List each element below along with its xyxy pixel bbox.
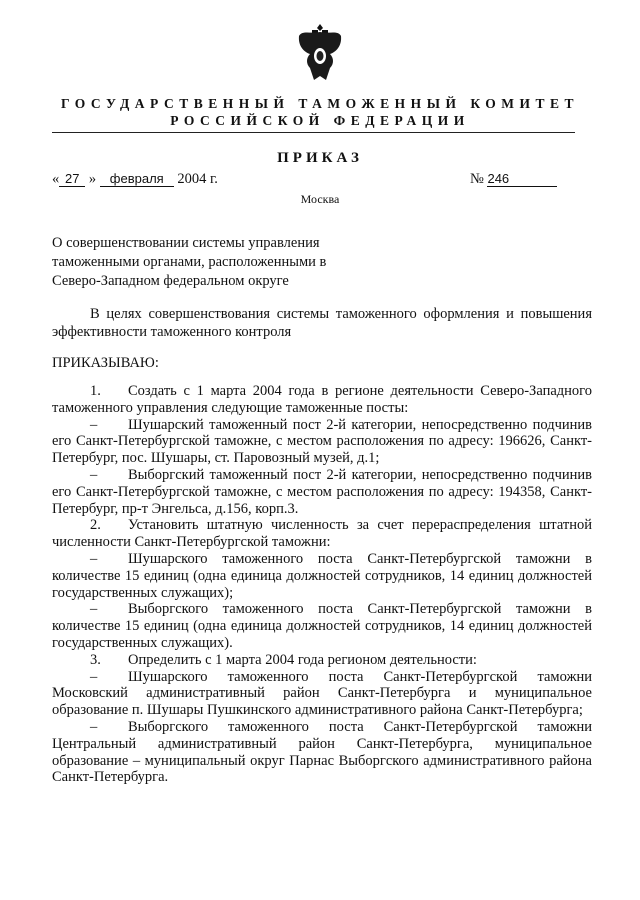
order-paragraph [52, 719, 592, 786]
header-divider [52, 132, 575, 133]
document-type: ПРИКАЗ [277, 150, 363, 166]
paragraph-marker: – [90, 668, 98, 685]
paragraph-marker: 1. [90, 383, 101, 399]
coat-of-arms-emblem [296, 22, 344, 84]
order-paragraph [52, 551, 592, 601]
document-date: « 27 » февраля 2004 г. [52, 171, 218, 187]
order-body [52, 383, 592, 786]
document-city: Москва [300, 192, 340, 206]
paragraph-text: Определить с 1 марта 2004 года регионом деятельности: [128, 651, 477, 668]
document-number: № 246 [470, 171, 557, 188]
document-content [52, 234, 592, 786]
order-word: ПРИКАЗЫВАЮ: [52, 355, 159, 371]
preamble: В целях совершенствования системы таможенного оформления и повышения эффективности таможенного контроля [52, 306, 592, 340]
paragraph-text: Создать с 1 марта 2004 года в регионе деятельности Северо-Западного таможенного управления следующие таможенные посты: [52, 383, 592, 416]
order-paragraph [52, 601, 592, 651]
order-paragraph [52, 383, 592, 417]
order-paragraph [52, 652, 592, 669]
paragraph-text: Выборгский таможенный пост 2-й категории, непосредственно подчинив его Санкт-Петербургской таможне, с местом расположения по адресу: 194358, Санкт-Петербург, пр-т Энгельса, д.156, корп.3. [52, 466, 592, 517]
order-paragraph [52, 517, 592, 551]
paragraph-text: Установить штатную численность за счет перераспределения штатной численности Санкт-Петербургской таможни: [52, 517, 592, 551]
document-subject: О совершенствовании системы управления таможенными органами, расположенными в Северо-Западном федеральном округе [52, 235, 327, 289]
date-month: февраля [100, 172, 174, 187]
paragraph-text: Шушарского таможенного поста Санкт-Петербургской таможни Московский административный район Санкт-Петербурга и муниципальное образование п. Шушары Пушкинского административного района Санкт-Петербурга; [52, 668, 592, 719]
date-year: 2004 г. [177, 171, 218, 187]
paragraph-text: Шушарского таможенного поста Санкт-Петербургской таможни в количестве 15 единиц (одна единица должностей сотрудников, 14 единиц должностей государственных служащих); [52, 550, 592, 601]
paragraph-marker: 2. [90, 517, 101, 534]
paragraph-marker: – [90, 416, 98, 433]
paragraph-text: Выборгского таможенного поста Санкт-Петербургской таможни Центральный административный район Санкт-Петербурга, муниципальное образование – муниципальный округ Парнас Выборгского административного района Санкт-Петербурга. [52, 718, 592, 786]
paragraph-text: Выборгского таможенного поста Санкт-Петербургской таможни в количестве 15 единиц (одна единица должностей сотрудников, 14 единиц должностей государственных служащих). [52, 601, 592, 651]
agency-name-line2: РОССИЙСКОЙ ФЕДЕРАЦИИ [170, 113, 470, 128]
order-paragraph [52, 467, 592, 517]
agency-name-line1: ГОСУДАРСТВЕННЫЙ ТАМОЖЕННЫЙ КОМИТЕТ [60, 96, 580, 111]
order-paragraph [52, 669, 592, 719]
paragraph-marker: – [90, 601, 98, 618]
paragraph-text: Шушарский таможенный пост 2-й категории, непосредственно подчинив его Санкт-Петербургской таможне, с местом расположения по адресу: 196626, Санкт-Петербург, пос. Шушары, ст. Паровозный музей, д.1; [52, 416, 592, 467]
paragraph-marker: – [90, 550, 98, 567]
date-day: 27 [59, 172, 85, 187]
paragraph-marker: – [90, 718, 98, 735]
order-paragraph [52, 417, 592, 467]
paragraph-marker: – [90, 466, 98, 483]
paragraph-marker: 3. [90, 651, 101, 668]
